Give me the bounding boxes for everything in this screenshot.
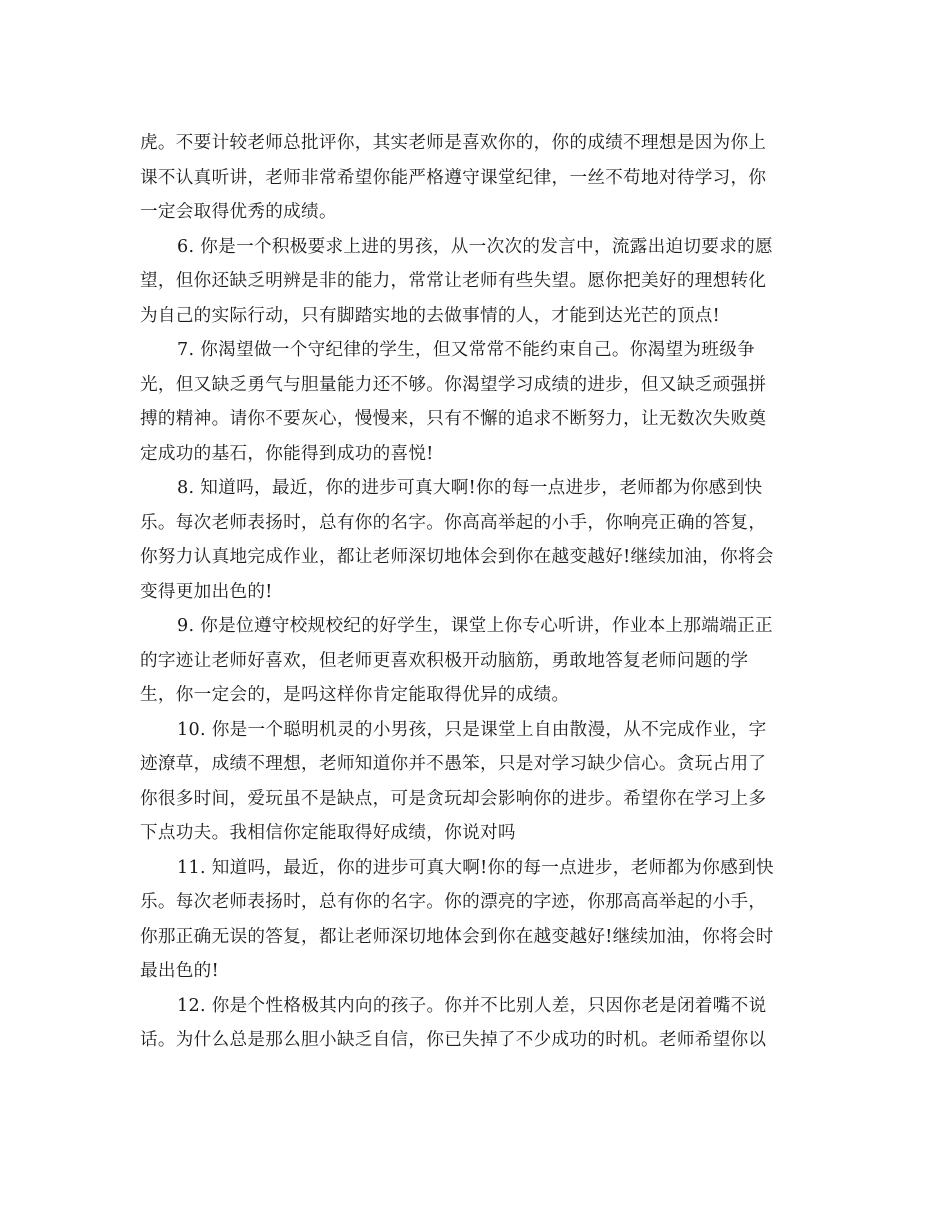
paragraph-first-line: 8. 知道吗，最近，你的进步可真大啊!你的每一点进步，老师都为你感到快 (177, 478, 763, 498)
text-line: 一定会取得优秀的成绩。 (140, 202, 337, 222)
text-line: 乐。每次老师表扬时，总有你的名字。你的漂亮的字迹，你那高高举起的小手， (140, 892, 767, 912)
text-line: 定成功的基石，你能得到成功的喜悦! (140, 443, 434, 464)
paragraph-first-line: 7. 你渴望做一个守纪律的学生，但又常常不能约束自己。你渴望为班级争 (177, 340, 755, 360)
text-line: 你很多时间，爱玩虽不是缺点，可是贪玩却会影响你的进步。希望你在学习上多 (140, 788, 767, 809)
text-line: 最出色的! (140, 961, 219, 981)
text-line: 的字迹让老师好喜欢，但老师更喜欢积极开动脑筋，勇敢地答复老师问题的学 (140, 650, 749, 671)
text-line: 乐。每次老师表扬时，总有你的名字。你高高举起的小手，你响亮正确的答复， (140, 512, 767, 533)
text-line: 下点功夫。我相信你定能取得好成绩，你说对吗 (140, 823, 516, 843)
text-line: 虎。不要计较老师总批评你，其实老师是喜欢你的，你的成绩不理想是因为你上 (140, 133, 767, 153)
text-line: 变得更加出色的! (140, 581, 273, 602)
document-body (140, 126, 806, 1058)
paragraph-first-line: 12. 你是个性格极其内向的孩子。你并不比别人差，只因你老是闭着嘴不说 (177, 995, 767, 1016)
text-line: 搏的精神。请你不要灰心，慢慢来，只有不懈的追求不断努力，让无数次失败奠 (140, 409, 767, 429)
paragraph-first-line: 6. 你是一个积极要求上进的男孩，从一次次的发言中，流露出迫切要求的愿 (177, 236, 773, 257)
text-line: 你努力认真地完成作业，都让老师深切地体会到你在越变越好!继续加油，你将会 (140, 547, 774, 567)
text-line: 迹潦草，成绩不理想，老师知道你并不愚笨，只是对学习缺少信心。贪玩占用了 (140, 754, 767, 774)
paragraph-first-line: 10. 你是一个聪明机灵的小男孩，只是课堂上自由散漫，从不完成作业，字 (177, 719, 767, 740)
text-line: 你那正确无误的答复，都让老师深切地体会到你在越变越好!继续加油，你将会时 (140, 926, 774, 947)
paragraph-first-line: 9. 你是位遵守校规校纪的好学生，课堂上你专心听讲，作业本上那端端正正 (177, 616, 773, 636)
text-line: 光，但又缺乏勇气与胆量能力还不够。你渴望学习成绩的进步，但又缺乏顽强拼 (140, 374, 767, 395)
text-line: 望，但你还缺乏明辨是非的能力，常常让老师有些失望。愿你把美好的理想转化 (140, 271, 767, 291)
paragraph-first-line: 11. 知道吗，最近，你的进步可真大啊!你的每一点进步，老师都为你感到快 (177, 857, 774, 878)
text-line: 课不认真听讲，老师非常希望你能严格遵守课堂纪律，一丝不苟地对待学习，你 (140, 167, 767, 188)
text-line: 为自己的实际行动，只有脚踏实地的去做事情的人，才能到达光芒的顶点! (140, 305, 720, 326)
text-line: 话。为什么总是那么胆小缺乏自信，你已失掉了不少成功的时机。老师希望你以 (140, 1030, 767, 1050)
text-line: 生，你一定会的，是吗这样你肯定能取得优异的成绩。 (140, 685, 570, 705)
